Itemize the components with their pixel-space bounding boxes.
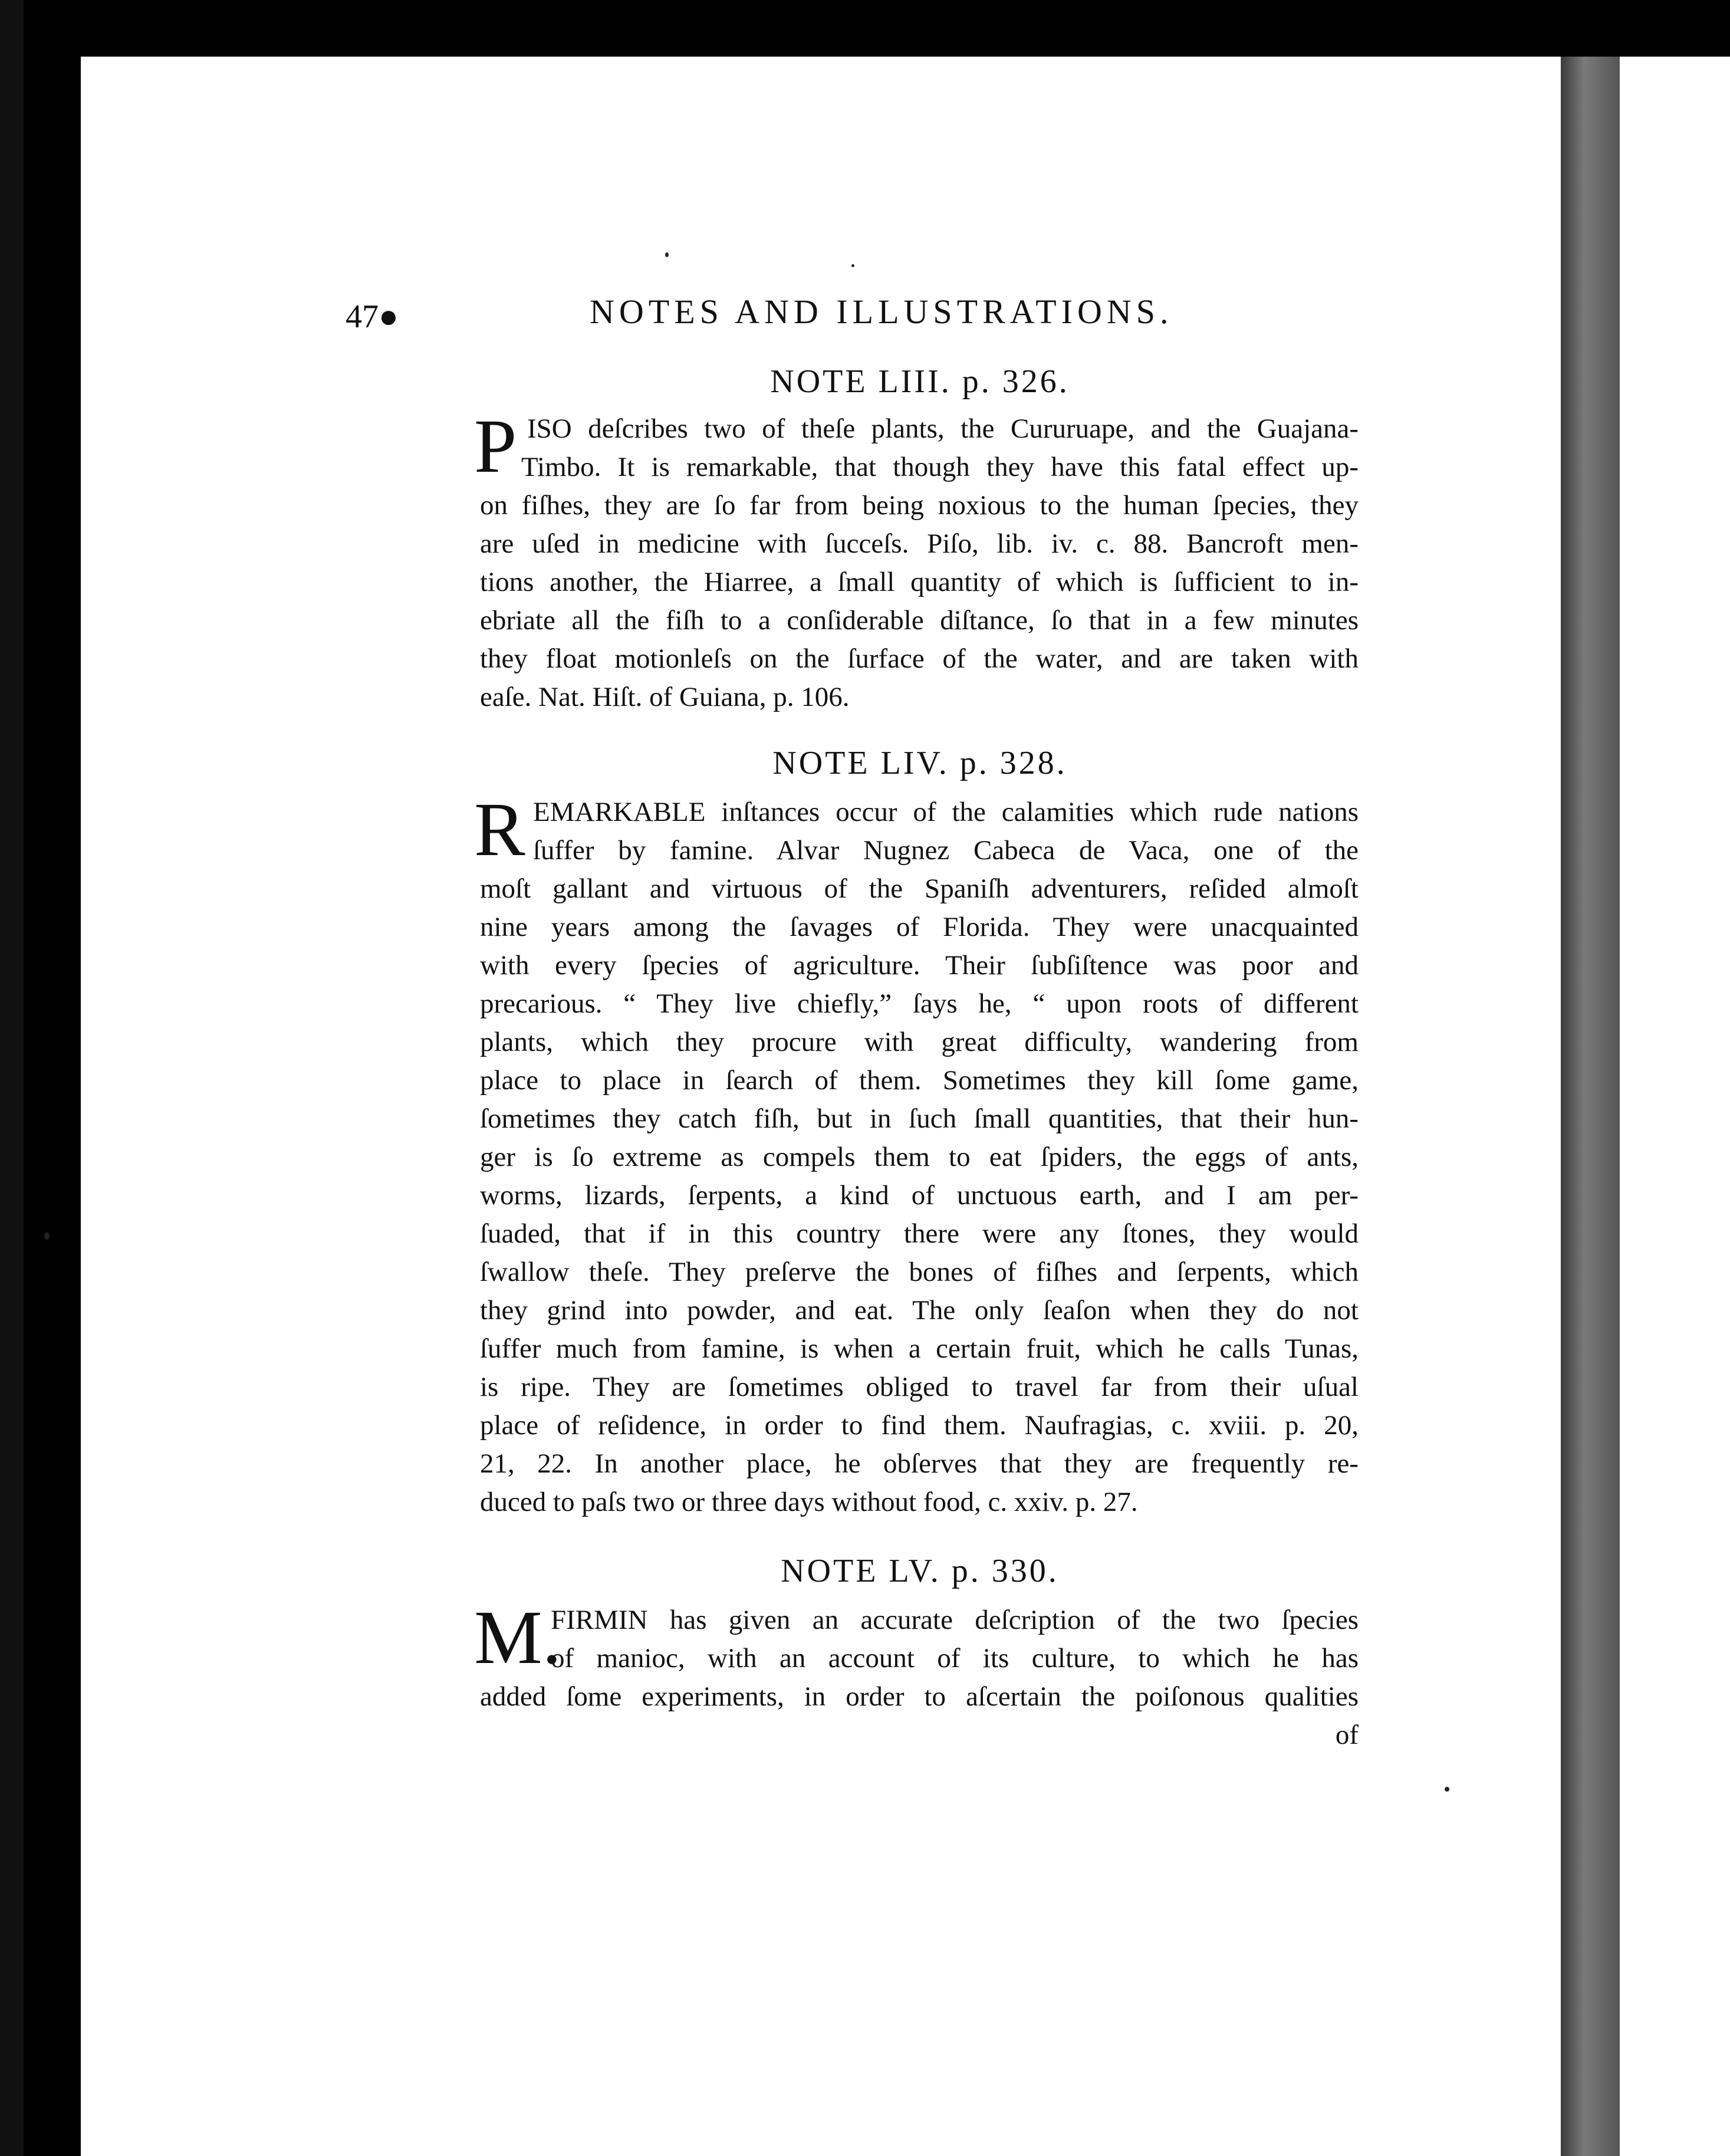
note-53-line-8: eaſe. Nat. Hiſt. of Guiana, p. 106. (480, 682, 850, 712)
note-54-line-3: moſt gallant and virtuous of the Spaniſh adventurers, reſided almoſt (480, 873, 1359, 904)
note-55-line-2: of manioc, with an account of its culture, to which he has (551, 1643, 1359, 1674)
note-55-line-3: added ſome experiments, in order to aſcertain the poiſonous qualities (480, 1681, 1359, 1712)
note-54-line-10: ger is ſo extreme as compels them to eat ſpiders, the eggs of ants, (480, 1142, 1359, 1172)
note-53-line-2: Timbo. It is remarkable, that though they have this fatal effect up- (521, 452, 1359, 482)
note-54-line-18: 21, 22. In another place, he obſerves that they are frequently re- (480, 1448, 1359, 1479)
running-head: NOTES AND ILLUSTRATIONS. (590, 292, 1173, 331)
note-54-line-12: ſuaded, that if in this country there were any ſtones, they would (480, 1218, 1359, 1249)
scan-speck (44, 1233, 50, 1240)
note-53-line-5: tions another, the Hiarree, a ſmall quantity of which is ſufficient to in- (480, 567, 1359, 597)
facing-page-edge (1620, 57, 1730, 2156)
page-number: 47● (346, 298, 399, 335)
note-55-title: NOTE LV. p. 330. (781, 1553, 1059, 1589)
scan-left-border (0, 0, 24, 2156)
note-53-line-3: on fiſhes, they are ſo far from being noxious to the human ſpecies, they (480, 490, 1359, 521)
note-53-line-4: are uſed in medicine with ſucceſs. Piſo, lib. iv. c. 88. Bancroft men- (480, 528, 1359, 559)
note-53-line-6: ebriate all the fiſh to a conſiderable diſtance, ſo that in a few minutes (480, 605, 1359, 636)
note-54-line-19: duced to paſs two or three days without food, c. xxiv. p. 27. (480, 1487, 1138, 1517)
note-54-line-16: is ripe. They are ſometimes obliged to travel far from their uſual (480, 1372, 1359, 1402)
note-54-line-11: worms, lizards, ſerpents, a kind of unctuous earth, and I am per- (480, 1180, 1359, 1211)
note-55-line-1: FIRMIN has given an accurate deſcription of the two ſpecies (551, 1605, 1359, 1635)
note-53-body (480, 410, 1359, 717)
note-54-title: NOTE LIV. p. 328. (772, 745, 1067, 781)
note-54-line-5: with every ſpecies of agriculture. Their ſubſiſtence was poor and (480, 950, 1359, 981)
note-54-line-6: precarious. “ They live chiefly,” ſays he, “ upon roots of different (480, 988, 1359, 1019)
note-54-line-15: ſuffer much from famine, is when a certain fruit, which he calls Tunas, (480, 1333, 1359, 1364)
note-54-line-8: place to place in ſearch of them. Sometimes they kill ſome game, (480, 1065, 1359, 1096)
note-54-line-13: ſwallow theſe. They preſerve the bones of fiſhes and ſerpents, which (480, 1257, 1359, 1287)
note-55-body (480, 1601, 1359, 1754)
scan-speck (1445, 1787, 1449, 1792)
note-54-line-4: nine years among the ſavages of Florida. They were unacquainted (480, 912, 1359, 942)
note-54-body (480, 793, 1359, 1521)
page-gutter-shadow (1561, 57, 1620, 2156)
catchword: of (1335, 1720, 1359, 1750)
note-55-dropcap: M. (474, 1595, 562, 1680)
note-53-dropcap: P (474, 404, 517, 489)
scan-speck (851, 264, 854, 267)
note-54-line-2: ſuffer by famine. Alvar Nugnez Cabeca de Vaca, one of the (533, 835, 1359, 866)
note-54-line-14: they grind into powder, and eat. The only ſeaſon when they do not (480, 1295, 1359, 1326)
note-54-dropcap: R (474, 787, 525, 872)
note-54-line-7: plants, which they procure with great difficulty, wandering from (480, 1027, 1359, 1057)
note-54-line-9: ſometimes they catch fiſh, but in ſuch ſmall quantities, that their hun- (480, 1103, 1359, 1134)
note-53-line-1: ISO deſcribes two of theſe plants, the Cururuape, and the Guajana- (527, 413, 1359, 444)
note-54-line-1: EMARKABLE inſtances occur of the calamities which rude nations (533, 797, 1359, 827)
note-53-title: NOTE LIII. p. 326. (770, 363, 1070, 400)
scan-speck (665, 252, 669, 257)
note-53-line-7: they float motionleſs on the ſurface of the water, and are taken with (480, 643, 1359, 674)
note-54-line-17: place of reſidence, in order to find them. Naufragias, c. xviii. p. 20, (480, 1410, 1359, 1441)
